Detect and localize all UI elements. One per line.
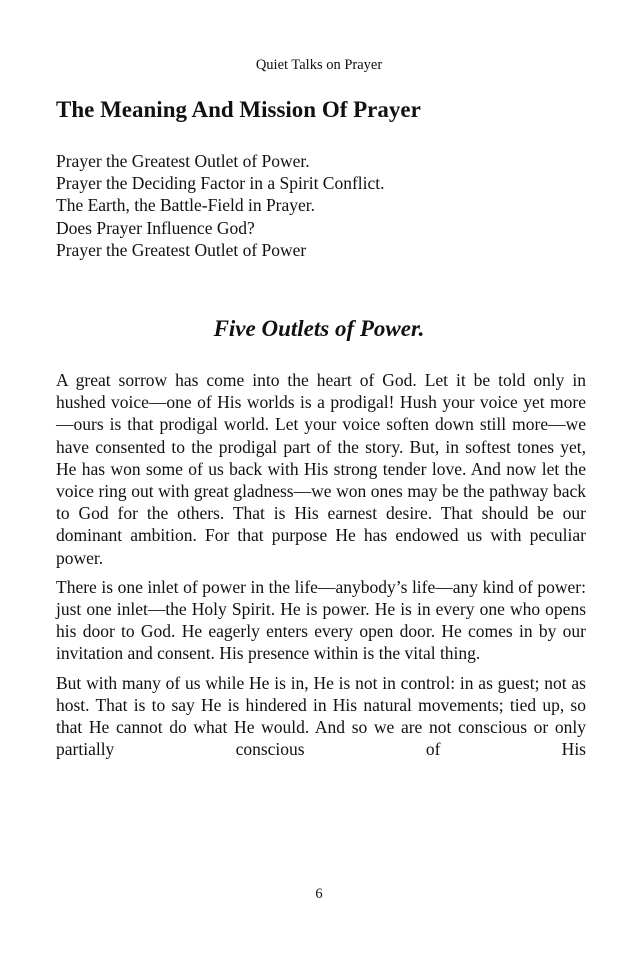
chapter-contents-list — [56, 150, 586, 261]
contents-item: Prayer the Greatest Outlet of Power. — [56, 151, 310, 171]
running-header: Quiet Talks on Prayer — [255, 57, 383, 73]
contents-item: The Earth, the Battle-Field in Prayer. — [56, 195, 316, 216]
paragraph: But with many of us while He is in, He is not in control: in as guest; not as host. That is to say He is hindered in His natural movements; tied up, so that He cannot do what He would. And so we are not conscious or only partially conscious of His — [56, 672, 586, 760]
paragraph: A great sorrow has come into the heart of God. Let it be told only in hushed voice—one of His worlds is a prodigal! Hush your voice yet more—ours is that prodigal world. Let your voice soften down still more—we have consented to the prodigal part of the story. But, in softest tones yet, He has won some of us back with His strong tender love. And now let the voice ring out with great gladness—we won ones may be the pathway back to God for the others. That is His earnest desire. That should be our dominant ambition. For that purpose He has endowed us with peculiar power. — [56, 370, 586, 568]
section-title: Five Outlets of Power. — [213, 316, 425, 341]
contents-item: Prayer the Greatest Outlet of Power — [56, 239, 307, 260]
body-text — [56, 369, 586, 767]
contents-item: Does Prayer Influence God? — [56, 217, 255, 238]
chapter-title: The Meaning And Mission Of Prayer — [56, 97, 421, 122]
page-number: 6 — [315, 886, 323, 902]
paragraph: There is one inlet of power in the life—anybody’s life—any kind of power: just one inlet—the Holy Spirit. He is power. He is in every one who opens his door to God. He eagerly enters every open door. He comes in by our invitation and consent. His presence within is the vital thing. — [56, 576, 586, 664]
contents-item: Prayer the Deciding Factor in a Spirit Conflict. — [56, 173, 385, 194]
